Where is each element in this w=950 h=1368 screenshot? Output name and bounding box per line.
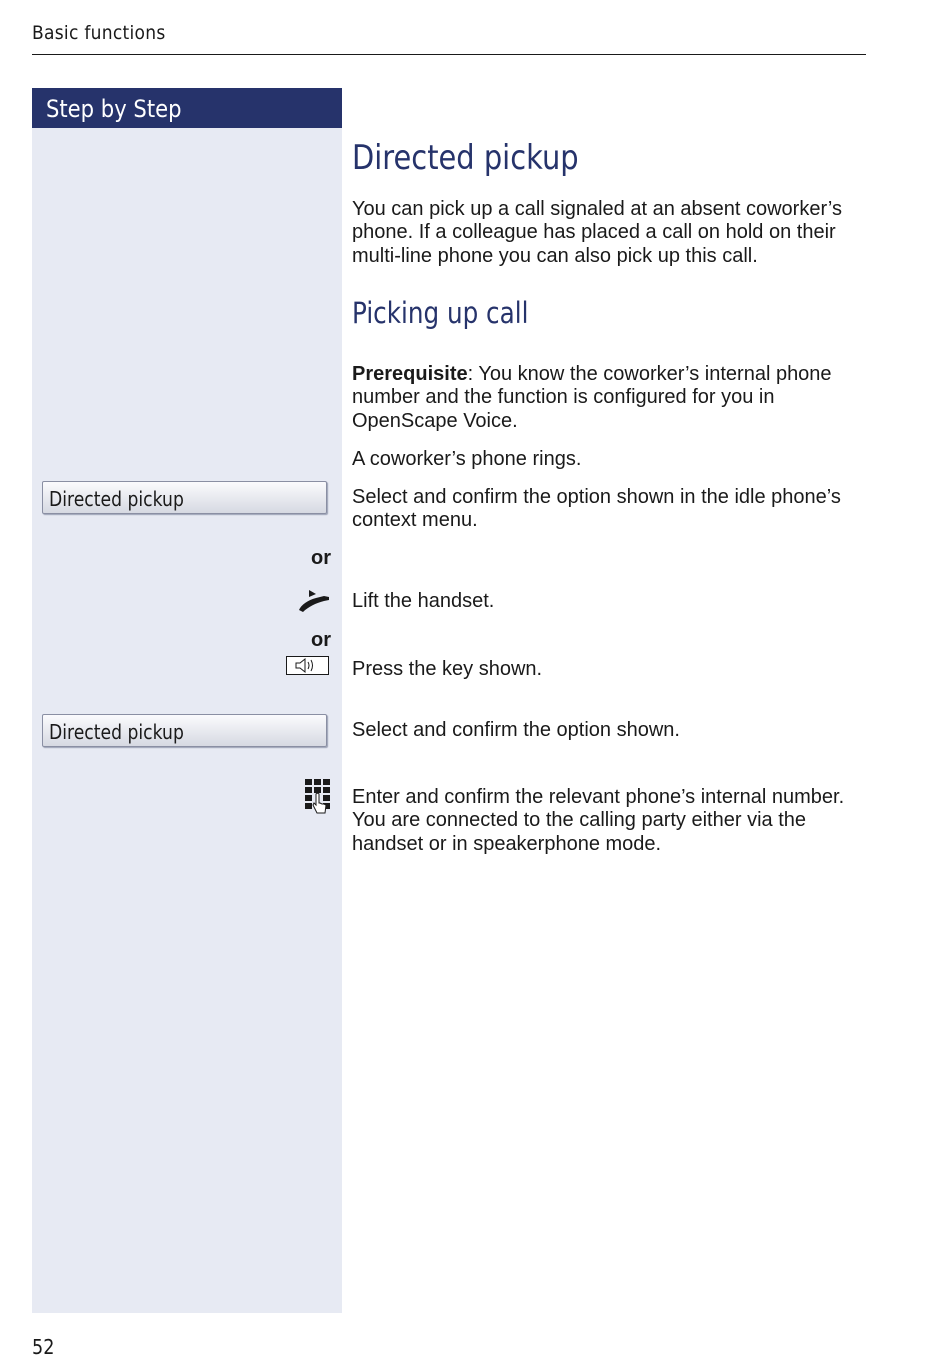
section-title: Basic functions	[32, 22, 166, 44]
sidebar-title: Step by Step	[46, 95, 182, 123]
header-divider	[32, 54, 866, 55]
page-number: 52	[32, 1335, 55, 1359]
or-label: or	[311, 547, 331, 569]
intro-paragraph: You can pick up a call signaled at an absent coworker’s phone. If a colleague has placed a call on hold on their multi-line phone you can also pick up this call.	[352, 198, 842, 267]
step-text: Enter and confirm the relevant phone’s internal number. You are connected to the calling party either via the handset or in speakerphone mode.	[352, 786, 845, 855]
prerequisite-text: : You know the coworker’s internal phone number and the function is configured for you in OpenScape Voice.	[352, 363, 832, 432]
step-text: Select and confirm the option shown in the idle phone’s context menu.	[352, 486, 841, 532]
handset-lift-icon	[296, 588, 332, 614]
menu-option-label: Directed pickup	[49, 720, 184, 744]
menu-option-label: Directed pickup	[49, 487, 184, 511]
directed-pickup-menu-option[interactable]	[42, 481, 327, 514]
step-text: Lift the handset.	[352, 590, 495, 612]
prerequisite-paragraph	[352, 363, 867, 433]
keypad-icon	[304, 778, 332, 816]
page-heading: Directed pickup	[352, 138, 579, 178]
sidebar-header	[32, 88, 342, 128]
or-label: or	[311, 629, 331, 651]
step-text: Press the key shown.	[352, 658, 543, 680]
prerequisite-label: Prerequisite	[352, 363, 468, 385]
directed-pickup-menu-option[interactable]	[42, 714, 327, 747]
speaker-key-icon[interactable]	[286, 656, 329, 676]
step-text: Select and confirm the option shown.	[352, 719, 680, 741]
section-subheading: Picking up call	[352, 296, 529, 330]
step-sidebar	[32, 88, 342, 1313]
rings-text: A coworker’s phone rings.	[352, 448, 582, 470]
